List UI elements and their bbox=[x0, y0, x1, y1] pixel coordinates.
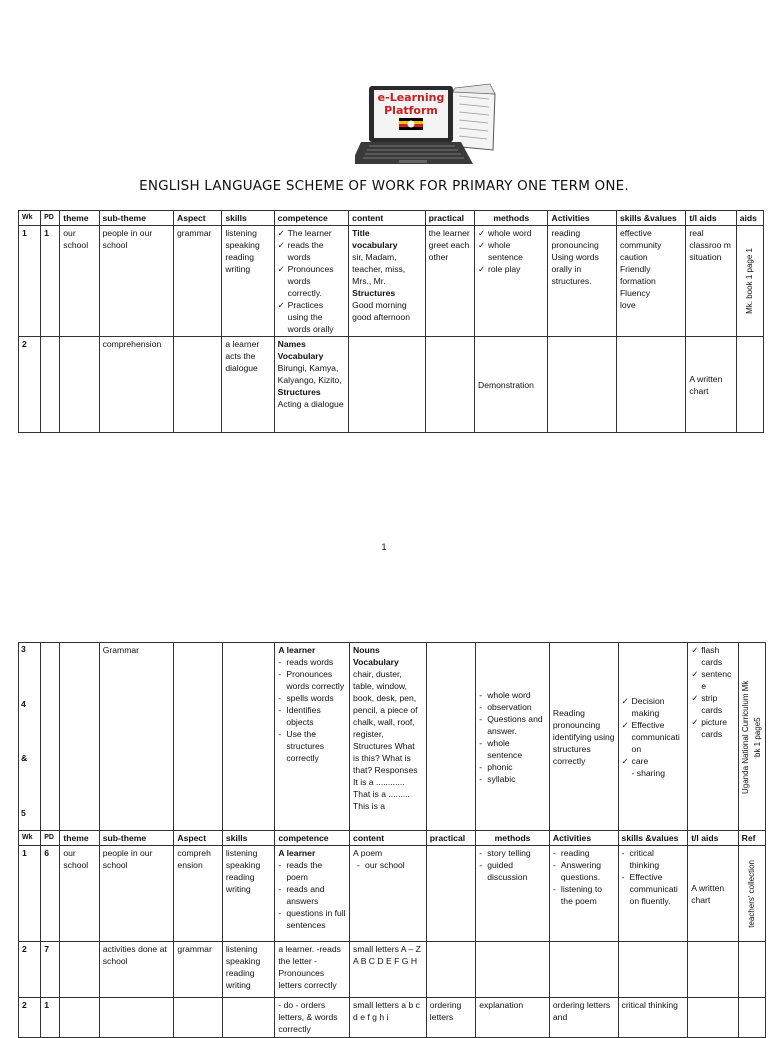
content-vocabulary-label: Vocabulary bbox=[353, 657, 399, 667]
cell-competence bbox=[275, 846, 350, 942]
header-skills-values: skills &values bbox=[618, 831, 688, 846]
content-words: chair, duster, table, window, book, desk, pen, pencil, a piece of chalk, wall, roof, register, Structures What is this? What is that? Responses It is a ............ That is a ......... This is a bbox=[353, 669, 418, 811]
list-item: ✓ whole word bbox=[478, 227, 544, 239]
cell-aspect: grammar bbox=[174, 942, 222, 998]
value-item: Friendly bbox=[619, 264, 651, 274]
cell-sub-theme: people in our school bbox=[99, 226, 174, 337]
cell-content bbox=[349, 226, 426, 337]
list-item: - Use the structures correctly bbox=[278, 728, 346, 764]
logo-line-2: Platform bbox=[384, 104, 438, 117]
content-nouns-label: Nouns bbox=[353, 645, 380, 655]
header-content: content bbox=[349, 211, 426, 226]
cell-pd: 6 bbox=[41, 846, 60, 942]
skill-item: reading bbox=[225, 252, 254, 262]
cell-content bbox=[349, 337, 426, 433]
cell-activities bbox=[548, 337, 616, 433]
e-learning-platform-logo bbox=[355, 80, 503, 180]
cell-activities bbox=[549, 942, 618, 998]
cell-theme bbox=[60, 643, 99, 831]
cell-competence: - do - orders letters, & words correctly bbox=[275, 998, 350, 1038]
header-tl-aids: t/l aids bbox=[688, 831, 738, 846]
cell-skills bbox=[222, 643, 274, 831]
cell-aspect bbox=[174, 643, 222, 831]
cell-tl-aids bbox=[688, 942, 738, 998]
list-item: - Answering questions. bbox=[553, 859, 615, 883]
table-header-row bbox=[19, 211, 764, 226]
skill-item: speaking bbox=[225, 240, 260, 250]
skill-item: reading bbox=[225, 872, 255, 882]
content-words: Birungi, Kamya, Kalyango, Kizito, bbox=[277, 363, 342, 385]
list-item: - whole sentence bbox=[479, 737, 546, 761]
header-skills: skills bbox=[222, 211, 274, 226]
cell-pd bbox=[41, 337, 60, 433]
cell-practical bbox=[426, 942, 475, 998]
list-item: ✓ Decision making bbox=[622, 695, 685, 719]
cell-competence bbox=[274, 337, 349, 433]
content-vocabulary-label: Vocabulary bbox=[277, 351, 324, 361]
cell-practical: ordering letters bbox=[426, 998, 475, 1038]
header-methods: methods bbox=[475, 211, 548, 226]
list-item: - reading bbox=[553, 847, 615, 859]
cell-wk: 2 bbox=[19, 337, 41, 433]
header-sub-theme: sub-theme bbox=[99, 211, 174, 226]
cell-skills bbox=[222, 846, 274, 942]
cell-aspect bbox=[174, 998, 222, 1038]
cell-tl-aids: real classroo m situation bbox=[686, 226, 736, 337]
cell-competence: a learner. -reads the letter - Pronounces letters correctly bbox=[275, 942, 350, 998]
header-sub-theme: sub-theme bbox=[99, 831, 174, 846]
content-structures: Good morning good afternoon bbox=[352, 300, 410, 322]
cell-practical: the learner greet each other bbox=[425, 226, 474, 337]
list-item: - reads and answers bbox=[278, 883, 346, 907]
skill-item: listening bbox=[225, 944, 258, 954]
header-methods: methods bbox=[476, 831, 550, 846]
header-content: content bbox=[350, 831, 427, 846]
value-item: community bbox=[619, 240, 662, 250]
list-item: - Effective communicati on fluently. bbox=[622, 871, 685, 907]
cell-ref bbox=[738, 998, 765, 1038]
cell-aspect bbox=[174, 337, 222, 433]
content-title: Title bbox=[352, 228, 370, 238]
list-item: - phonic bbox=[479, 761, 546, 773]
aids-text: A written chart bbox=[691, 882, 725, 905]
table-row bbox=[19, 337, 764, 433]
cell-theme bbox=[60, 998, 99, 1038]
cell-skills-values bbox=[618, 643, 688, 831]
cell-ref bbox=[738, 846, 765, 942]
table-row bbox=[19, 226, 764, 337]
activities-text: Reading pronouncing identifying using structures correctly bbox=[552, 707, 615, 766]
cell-pd: 1 bbox=[41, 998, 60, 1038]
cell-competence bbox=[274, 226, 349, 337]
cell-ref bbox=[736, 226, 763, 337]
list-item: ✓ role play bbox=[478, 263, 544, 275]
list-item: - observation bbox=[479, 701, 546, 713]
cell-methods: explanation bbox=[476, 998, 550, 1038]
cell-theme bbox=[60, 337, 99, 433]
header-practical: practical bbox=[425, 211, 474, 226]
cell-theme bbox=[60, 942, 99, 998]
list-item: - Questions and answer. bbox=[479, 713, 546, 737]
skill-item: speaking bbox=[225, 860, 261, 870]
document-title: ENGLISH LANGUAGE SCHEME OF WORK FOR PRIMARY ONE TERM ONE. bbox=[139, 178, 629, 194]
list-item: - critical thinking bbox=[622, 847, 685, 871]
cell-skills bbox=[222, 226, 274, 337]
list-item: ✓ Practices using the words orally bbox=[278, 299, 346, 335]
week-number: 3 bbox=[21, 644, 26, 654]
cell-sub-theme: people in our school bbox=[99, 846, 174, 942]
list-item: ✓ Effective communicati on bbox=[622, 719, 685, 755]
cell-competence bbox=[275, 643, 350, 831]
cell-ref bbox=[738, 942, 765, 998]
cell-content bbox=[350, 846, 427, 942]
cell-skills-values bbox=[616, 337, 685, 433]
cell-ref bbox=[736, 337, 763, 433]
table-header-row bbox=[19, 831, 766, 846]
header-ref: Ref bbox=[738, 831, 765, 846]
list-item: - whole word bbox=[479, 689, 546, 701]
content-structures-label: Structures bbox=[277, 387, 321, 397]
logo-line-1: e-Learning bbox=[377, 91, 445, 104]
header-pd: PD bbox=[41, 211, 60, 226]
cell-sub-theme: comprehension bbox=[99, 337, 174, 433]
cell-practical bbox=[425, 337, 474, 433]
skill-item: reading bbox=[225, 968, 255, 978]
reference-text: Mk. book 1 page 1 bbox=[744, 248, 754, 314]
value-item: effective bbox=[619, 228, 652, 238]
cell-aspect: compreh ension bbox=[174, 846, 222, 942]
cell-skills: a learner acts the dialogue bbox=[222, 337, 274, 433]
header-aspect: Aspect bbox=[174, 831, 222, 846]
cell-tl-aids bbox=[688, 998, 738, 1038]
cell-skills bbox=[222, 998, 274, 1038]
cell-activities bbox=[549, 643, 618, 831]
list-item: - reads the poem bbox=[278, 859, 346, 883]
list-item: ✓ Pronounces words correctly. bbox=[278, 263, 346, 299]
cell-methods bbox=[476, 942, 550, 998]
content-vocabulary-label: vocabulary bbox=[352, 240, 398, 250]
content-structures: Acting a dialogue bbox=[277, 399, 344, 409]
value-item: caution bbox=[619, 252, 648, 262]
skill-item: writing bbox=[225, 264, 251, 274]
header-activities: Activities bbox=[549, 831, 618, 846]
list-item: - reads words bbox=[278, 656, 346, 668]
content-structures-label: Structures bbox=[352, 288, 396, 298]
cell-wk: 1 bbox=[19, 226, 41, 337]
header-pd: PD bbox=[41, 831, 60, 846]
cell-tl-aids bbox=[688, 846, 738, 942]
list-item: - story telling bbox=[479, 847, 546, 859]
header-aids: aids bbox=[736, 211, 763, 226]
page-number: 1 bbox=[381, 542, 387, 552]
cell-tl-aids bbox=[688, 643, 738, 831]
cell-wk: 2 bbox=[19, 942, 41, 998]
cell-aspect: grammar bbox=[174, 226, 222, 337]
list-item: - Identifies objects bbox=[278, 704, 346, 728]
cell-methods bbox=[476, 643, 550, 831]
cell-methods bbox=[476, 846, 550, 942]
list-item: ✓ The learner bbox=[278, 227, 346, 239]
header-competence: competence bbox=[274, 211, 349, 226]
skill-item: speaking bbox=[225, 956, 261, 966]
cell-sub-theme: activities done at school bbox=[99, 942, 174, 998]
week-number: 4 bbox=[21, 698, 26, 709]
cell-activities: ordering letters and bbox=[549, 998, 618, 1038]
competence-head: A learner bbox=[278, 848, 316, 858]
list-item: ✓ strip cards bbox=[691, 692, 734, 716]
list-item: ✓ sentenc e bbox=[691, 668, 734, 692]
cell-skills bbox=[222, 942, 274, 998]
list-item: - spells words bbox=[278, 692, 346, 704]
cell-content: small letters a b c d e f g h i bbox=[350, 998, 427, 1038]
content-names-label: Names bbox=[277, 339, 306, 349]
table-row bbox=[19, 846, 766, 942]
table-row bbox=[19, 643, 766, 831]
cell-content bbox=[350, 643, 427, 831]
header-theme: theme bbox=[60, 211, 99, 226]
header-activities: Activities bbox=[548, 211, 616, 226]
cell-sub-theme: Grammar bbox=[99, 643, 174, 831]
cell-wk: 2 bbox=[19, 998, 41, 1038]
skill-item: writing bbox=[225, 884, 251, 894]
content-head: A poem bbox=[353, 848, 383, 858]
cell-skills-values bbox=[618, 846, 688, 942]
value-item: love bbox=[619, 300, 636, 310]
cell-methods bbox=[475, 226, 548, 337]
list-item: ✓ flash cards bbox=[691, 644, 734, 668]
list-item: ✓ picture cards bbox=[691, 716, 734, 740]
week-number: & bbox=[21, 753, 28, 764]
header-skills: skills bbox=[222, 831, 274, 846]
method-text: Demonstration bbox=[478, 379, 534, 390]
cell-skills-values bbox=[616, 226, 685, 337]
cell-theme: our school bbox=[60, 846, 99, 942]
table-row bbox=[19, 998, 766, 1038]
competence-head: A learner bbox=[278, 645, 316, 655]
list-item: - our school bbox=[357, 859, 423, 871]
header-wk: Wk bbox=[19, 831, 41, 846]
value-item: - sharing bbox=[631, 767, 665, 778]
header-practical: practical bbox=[426, 831, 475, 846]
cell-ref bbox=[738, 643, 765, 831]
aids-text: A written chart bbox=[689, 373, 723, 396]
header-theme: theme bbox=[60, 831, 99, 846]
cell-wk: 1 bbox=[19, 846, 41, 942]
cell-pd: 7 bbox=[41, 942, 60, 998]
table-row bbox=[19, 942, 766, 998]
cell-content: small letters A – Z A B C D E F G H bbox=[350, 942, 427, 998]
scheme-table-page-1 bbox=[18, 210, 764, 433]
cell-practical bbox=[426, 846, 475, 942]
cell-activities: reading pronouncing Using words orally in structures. bbox=[548, 226, 616, 337]
list-item: ✓ whole sentence bbox=[478, 239, 544, 263]
value-item: formation bbox=[619, 276, 656, 286]
cell-tl-aids bbox=[686, 337, 736, 433]
skill-item: listening bbox=[225, 848, 258, 858]
header-aspect: Aspect bbox=[174, 211, 222, 226]
cell-skills-values: critical thinking bbox=[618, 998, 688, 1038]
header-wk: Wk bbox=[19, 211, 41, 226]
list-item: - listening to the poem bbox=[553, 883, 615, 907]
header-competence: competence bbox=[275, 831, 350, 846]
cell-pd bbox=[41, 643, 60, 831]
header-skills-values: skills &values bbox=[616, 211, 685, 226]
reference-text: Uganda National Curriculum Mk bk 1 page5 bbox=[740, 679, 762, 794]
reference-text: teachers' collection bbox=[746, 859, 756, 928]
cell-pd: 1 bbox=[41, 226, 60, 337]
value-item: Fluency bbox=[619, 288, 651, 298]
list-item: ✓ reads the words bbox=[278, 239, 346, 263]
cell-activities bbox=[549, 846, 618, 942]
list-item: ✓ care bbox=[622, 755, 685, 767]
list-item: - guided discussion bbox=[479, 859, 546, 883]
scheme-table-page-2 bbox=[18, 642, 766, 1038]
cell-practical bbox=[426, 643, 475, 831]
cell-skills-values bbox=[618, 942, 688, 998]
cell-theme: our school bbox=[60, 226, 99, 337]
content-words: sir, Madam, teacher, miss, Mrs., Mr. bbox=[352, 252, 406, 286]
header-tl-aids: t/l aids bbox=[686, 211, 736, 226]
cell-wk bbox=[19, 643, 41, 831]
list-item: - questions in full sentences bbox=[278, 907, 346, 931]
cell-sub-theme bbox=[99, 998, 174, 1038]
list-item: - Pronounces words correctly bbox=[278, 668, 346, 692]
skill-item: listening bbox=[225, 228, 257, 238]
cell-methods bbox=[475, 337, 548, 433]
skill-item: writing bbox=[225, 980, 251, 990]
week-number: 5 bbox=[21, 807, 26, 818]
list-item: - syllabic bbox=[479, 773, 546, 785]
